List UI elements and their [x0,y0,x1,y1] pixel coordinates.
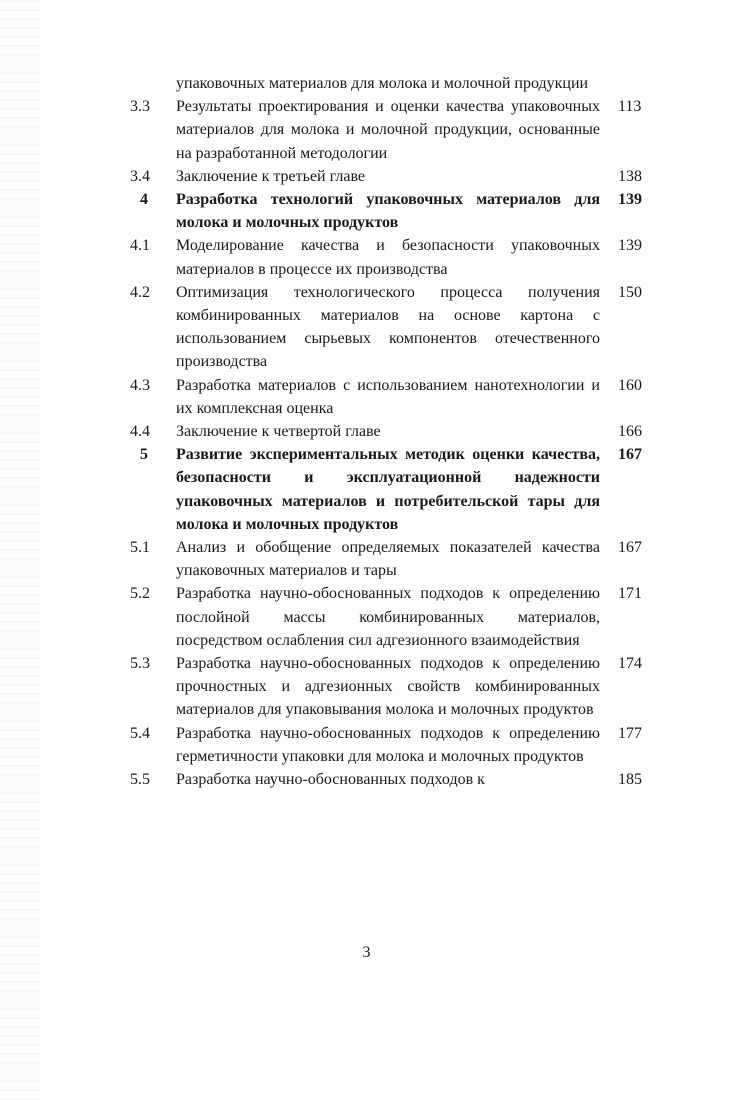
toc-entry-title: Разработка научно-обоснованных подходов к определению герметичности упаковки для молока и молочных продуктов [176,724,600,765]
toc-entry-title: упаковочных материалов для молока и молочной продукции [176,75,589,92]
toc-entry-number: 3.3 [130,98,150,116]
toc-entry-title: Разработка научно-обоснованных подходов к определению послойной массы комбинированных материалов, посредством ослабления сил адгезионного взаимодействия [176,585,600,649]
toc-entry-title: Заключение к третьей главе [176,167,366,185]
toc-entry [0,768,733,791]
toc-entry-page: 150 [618,283,642,301]
toc-entry-page: 167 [618,539,642,557]
toc-entry-page: 113 [618,98,642,116]
toc-entry-title: Разработка научно-обоснованных подходов к [176,771,485,789]
toc-entry-number: 5 [140,446,148,464]
toc-entry-number: 5.3 [130,655,150,673]
toc-entry-number: 4.1 [130,237,150,255]
toc-entry-title: Моделирование качества и безопасности упаковочных материалов в процессе их производства [176,237,600,278]
toc-entry [0,95,733,165]
toc-entry [0,582,733,652]
toc-entry-page: 138 [618,167,642,185]
toc-entry-title: Анализ и обобщение определяемых показателей качества упаковочных материалов и тары [176,539,600,580]
toc-entry-page: 167 [618,446,642,464]
toc-entry-page: 171 [618,585,642,603]
toc-entry-page: 174 [618,655,642,673]
toc-entry-title: Результаты проектирования и оценки качества упаковочных материалов для молока и молочной продукции, основанные на разработанной методологии [176,98,600,162]
toc-entry-number: 5.1 [130,539,150,557]
toc-entry-number: 4 [140,191,148,209]
toc-entry-title: Разработка научно-обоснованных подходов к определению прочностных и адгезионных свойств комбинированных материалов для упаковывания молока и молочных продуктов [176,655,600,719]
toc-entry [0,652,733,722]
toc-entry-number: 3.4 [130,167,150,185]
toc-entry-number: 4.3 [130,376,150,394]
toc-entry-title: Развитие экспериментальных методик оценки качества, безопасности и эксплуатационной надежности упаковочных материалов и потребительской тары для молока и молочных продуктов [176,446,600,533]
toc-entry-page: 185 [618,771,642,789]
toc-entry-title: Разработка технологий упаковочных материалов для молока и молочных продуктов [176,191,600,232]
toc-entry-number: 4.4 [130,423,150,441]
toc-entry-number: 5.4 [130,724,150,742]
toc-entry-number: 5.2 [130,585,150,603]
toc-entry-title: Разработка материалов с использованием нанотехнологии и их комплексная оценка [176,376,600,417]
toc-entry-page: 177 [618,724,642,742]
toc-entry-page: 166 [618,423,642,441]
toc-entry-number: 5.5 [130,771,150,789]
toc-entry-page: 160 [618,376,642,394]
toc-entry-page: 139 [618,237,642,255]
toc-entry-number: 4.2 [130,283,150,301]
toc-entry [0,281,733,374]
toc-entry [0,72,733,95]
toc-entry [0,420,733,443]
toc-entry [0,165,733,188]
page-number: 3 [362,944,371,961]
toc-entry [0,234,733,280]
toc-entry [0,443,733,536]
toc-entry [0,374,733,420]
toc-entry-title: Оптимизация технологического процесса получения комбинированных материалов на основе картона с использованием сырьевых компонентов отечественного производства [176,283,600,371]
toc-entry [0,536,733,582]
toc-entry [0,188,733,234]
toc-entry [0,722,733,768]
table-of-contents [0,72,733,791]
toc-entry-title: Заключение к четвертой главе [176,423,381,441]
toc-entry-page: 139 [618,191,642,209]
